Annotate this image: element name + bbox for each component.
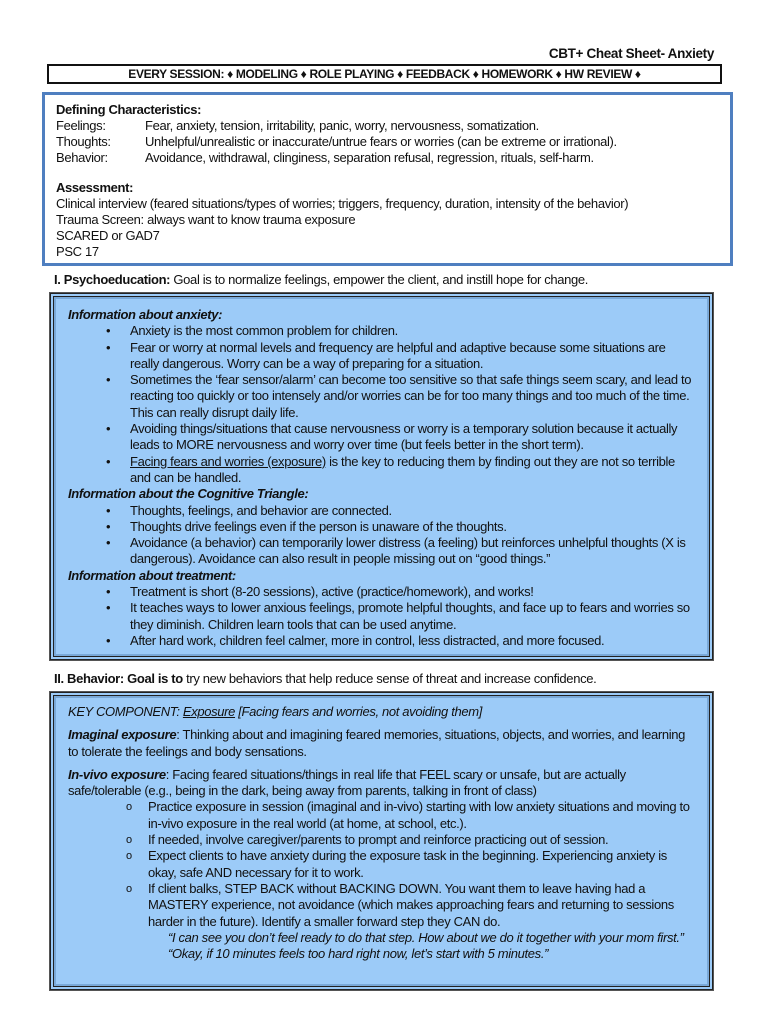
label: In-vivo exposure [68, 766, 166, 782]
row-feelings [56, 118, 719, 134]
label: Thoughts: [56, 134, 111, 149]
treatment-heading: Information about treatment: [68, 567, 236, 583]
list-item: • Avoidance (a behavior) can temporarily lower distress (a feeling) but reinforces unhelpful thoughts (X is dangerous). Avoidance can also result in people missing out on “good things.” [106, 535, 695, 568]
psychoeducation-heading [54, 272, 588, 288]
invivo-exposure [68, 767, 695, 800]
underlined-text: Exposure [182, 704, 236, 719]
list-item: • Anxiety is the most common problem for children. [106, 323, 695, 339]
key-component [68, 704, 695, 720]
section-title: II. Behavior: Goal is to [54, 671, 183, 686]
behavior-heading [54, 671, 596, 687]
text: KEY COMPONENT: [68, 704, 183, 719]
text: Fear, anxiety, tension, irritability, panic, worry, nervousness, somatization. [145, 118, 539, 133]
session-bar: EVERY SESSION: ♦ MODELING ♦ ROLE PLAYING ♦ FEEDBACK ♦ HOMEWORK ♦ HW REVIEW ♦ [47, 64, 722, 84]
triangle-heading: Information about the Cognitive Triangle: [68, 486, 309, 502]
list-item: o If client balks, STEP BACK without BACKING DOWN. You want them to leave having had a MASTERY experience, not avoidance (which makes approaching fears and returning to sessions harder in the future). Identify a smaller forward step they CAN do. [126, 881, 695, 930]
section-goal: Goal is to normalize feelings, empower the client, and instill hope for change. [170, 272, 589, 287]
assessment-line: SCARED or GAD7 [56, 228, 160, 243]
list-item: • It teaches ways to lower anxious feelings, promote helpful thoughts, and face up to fears and worries so they diminish. Children learn tools that can be used anytime. [106, 600, 695, 633]
list-item: o Expect clients to have anxiety during the exposure task in the beginning. Experiencing anxiety is okay, safe AND necessary for it to work. [126, 848, 695, 881]
exposure-steps [126, 799, 695, 929]
list-item: • Fear or worry at normal levels and frequency are helpful and adaptive because some situations are really dangerous. Worry can be a way of preparing for a situation. [106, 340, 695, 373]
section-title: I. Psychoeducation: [54, 272, 171, 287]
list-item: • Thoughts drive feelings even if the person is unaware of the thoughts. [106, 519, 695, 535]
text: is the key to reducing them by finding out they are not so terrible and can be handled. [130, 453, 675, 485]
assessment-line: Trauma Screen: always want to know trauma exposure [56, 212, 356, 227]
assessment-heading: Assessment: [56, 180, 134, 195]
anxiety-list [106, 323, 695, 486]
row-behavior [56, 150, 719, 166]
quote: “Okay, if 10 minutes feels too hard right now, let’s start with 5 minutes.” [168, 946, 549, 962]
behavior-box [50, 692, 713, 990]
text: Unhelpful/unrealistic or inaccurate/untrue fears or worries (can be extreme or irrational). [145, 134, 617, 149]
row-thoughts [56, 134, 719, 150]
label: Feelings: [56, 118, 106, 133]
list-item: • Avoiding things/situations that cause nervousness or worry is a temporary solution because it actually leads to MORE nervousness and worry over time (but feels better in the short term). [106, 421, 695, 454]
imaginal-exposure [68, 727, 695, 760]
list-item: • Treatment is short (8-20 sessions), active (practice/homework), and works! [106, 584, 695, 600]
triangle-list [106, 503, 695, 568]
treatment-list [106, 584, 695, 649]
defining-characteristics-box [42, 92, 733, 266]
label: Behavior: [56, 150, 108, 165]
defining-heading: Defining Characteristics: [56, 102, 202, 117]
text: : Facing feared situations/things in real life that FEEL scary or unsafe, but are actually safe/tolerable (e.g., being in the dark, being away from parents, talking in front of class) [68, 766, 626, 799]
psychoeducation-box [50, 293, 713, 660]
section-goal: try new behaviors that help reduce sense of threat and increase confidence. [182, 671, 597, 686]
list-item: o Practice exposure in session (imaginal and in-vivo) starting with low anxiety situations and moving to in-vivo exposure in the real world (at home, at school, etc.). [126, 799, 695, 832]
label: Imaginal exposure [68, 727, 177, 743]
text: [Facing fears and worries, not avoiding them] [235, 704, 482, 719]
quote: “I can see you don’t feel ready to do that step. How about we do it together with your mom first.” [168, 929, 684, 945]
document-title: CBT+ Cheat Sheet- Anxiety [548, 46, 714, 61]
list-item: • After hard work, children feel calmer, more in control, less distracted, and more focused. [106, 633, 695, 649]
list-item [106, 454, 695, 487]
assessment-line: PSC 17 [56, 244, 99, 259]
list-item: • Sometimes the ‘fear sensor/alarm’ can become too sensitive so that safe things seem scary, and lead to reacting too quickly or too intensely and/or worries can be for too many things and too much of the time. This can really disrupt daily life. [106, 372, 695, 421]
list-item: o If needed, involve caregiver/parents to prompt and reinforce practicing out of session. [126, 832, 695, 848]
anxiety-heading: Information about anxiety: [68, 307, 223, 322]
underlined-text: Facing fears and worries (exposure) [130, 453, 326, 469]
list-item: • Thoughts, feelings, and behavior are connected. [106, 503, 695, 519]
text: : Thinking about and imagining feared memories, situations, objects, and worries, and learning to tolerate the feelings and body sensations. [68, 727, 686, 759]
text: Avoidance, withdrawal, clinginess, separation refusal, regression, rituals, self-harm. [145, 150, 594, 165]
assessment-line: Clinical interview (feared situations/types of worries; triggers, frequency, duration, intensity of the behavior) [56, 196, 629, 211]
